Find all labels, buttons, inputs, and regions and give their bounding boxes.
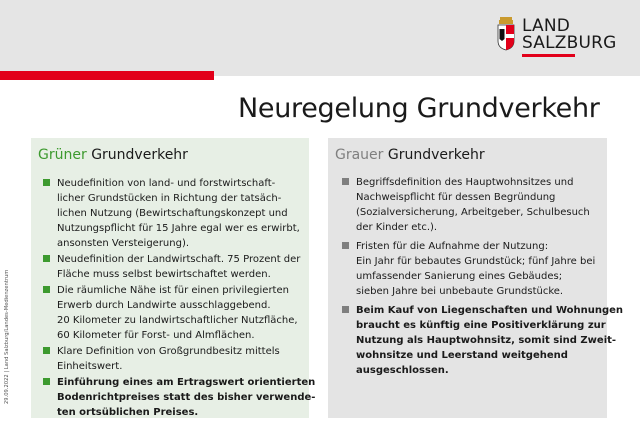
green-list-item-text: Bodenrichtpreises statt des bisher verwende- — [57, 392, 316, 403]
green-list-item-text: Neudefinition von land- und forstwirtschaft- — [57, 178, 276, 189]
grey-list-item-text: Fristen für die Aufnahme der Nutzung: — [356, 241, 549, 252]
grey-list-item-text: ausgeschlossen. — [356, 365, 449, 376]
green-panel-title — [38, 147, 188, 163]
grey-panel-list — [340, 175, 624, 382]
green-panel-list — [41, 176, 316, 421]
grey-panel-title-accent: Grauer — [335, 147, 384, 163]
logo-underline — [522, 54, 575, 57]
green-list-item-text: licher Grundstücken in Richtung der tatsäch- — [57, 193, 282, 204]
square-bullet-icon — [342, 242, 349, 249]
grey-panel-title — [335, 147, 485, 163]
green-list-item-text: Nutzungspflicht für 15 Jahre egal wer es erwirbt, — [57, 223, 300, 234]
land-salzburg-logo — [497, 15, 617, 57]
logo-text-salzburg: SALZBURG — [522, 33, 617, 53]
grey-list-item-text: der Kinder etc.). — [356, 222, 438, 233]
green-list-item-text: ansonsten Versteigerung). — [57, 238, 190, 249]
grey-list-item-text: Begriffsdefinition des Hauptwohnsitzes und — [356, 177, 574, 188]
logo-text-land: LAND — [522, 16, 571, 36]
green-list-item-text: Erwerb durch Landwirte ausschlaggebend. — [57, 300, 271, 311]
green-list-item-text: Fläche muss selbst bewirtschaftet werden. — [57, 269, 271, 280]
grey-list-item-text: Ein Jahr für bebautes Grundstück; fünf Jahre bei — [356, 256, 596, 267]
footer-note: 29.09.2022 | Land Salzburg/Landes-Medienzentrum — [4, 269, 10, 404]
green-list-item-text: 60 Kilometer für Forst- und Almflächen. — [57, 330, 255, 341]
green-list-item-text: Neudefinition der Landwirtschaft. 75 Prozent der — [57, 254, 301, 265]
green-list-item — [41, 176, 303, 251]
square-bullet-icon — [342, 178, 349, 185]
grey-panel-title-rest: Grundverkehr — [387, 147, 485, 163]
square-bullet-icon — [43, 255, 50, 262]
grey-list-item-text: Nachweispflicht für dessen Begründung — [356, 192, 556, 203]
page-title: Neuregelung Grundverkehr — [238, 93, 600, 124]
grey-list-item-text: (Sozialversicherung, Arbeitgeber, Schulbesuch — [356, 207, 590, 218]
green-panel-title-rest: Grundverkehr — [91, 147, 188, 163]
green-list-item-text: ten ortsüblichen Preises. — [57, 407, 199, 418]
square-bullet-icon — [342, 306, 349, 313]
green-list-item — [41, 283, 303, 343]
salzburg-crest-icon — [497, 17, 515, 51]
grey-list-item — [340, 303, 624, 378]
green-list-item-text: Die räumliche Nähe ist für einen privilegierten — [57, 285, 289, 296]
grey-panel — [328, 138, 624, 418]
square-bullet-icon — [43, 378, 50, 385]
green-list-item — [41, 375, 316, 420]
grey-list-item-text: sieben Jahre bei unbebaute Grundstücke. — [356, 286, 564, 297]
green-list-item-text: Einführung eines am Ertragswert orientierten — [57, 377, 316, 388]
green-list-item — [41, 252, 303, 282]
header-accent-stripe — [0, 71, 214, 80]
grey-list-item — [340, 175, 601, 235]
square-bullet-icon — [43, 347, 50, 354]
green-panel — [31, 138, 316, 418]
square-bullet-icon — [43, 286, 50, 293]
green-list-item-text: lichen Nutzung (Bewirtschaftungskonzept und — [57, 208, 288, 219]
green-list-item-text: Einheitswert. — [57, 361, 123, 372]
grey-list-item-text: Nutzung als Hauptwohnsitz, somit sind Zweit- — [356, 335, 617, 346]
green-list-item-text: 20 Kilometer zu landwirtschaftlicher Nutzfläche, — [57, 315, 298, 326]
grey-list-item-text: Beim Kauf von Liegenschaften und Wohnungen — [356, 305, 624, 316]
grey-list-item-text: umfassender Sanierung eines Gebäudes; — [356, 271, 563, 282]
green-list-item-text: Klare Definition von Großgrundbesitz mittels — [57, 346, 280, 357]
green-list-item — [41, 344, 303, 374]
grey-list-item-text: wohnsitze und Leerstand weitgehend — [356, 350, 568, 361]
green-panel-title-accent: Grüner — [38, 147, 87, 163]
grey-list-item-text: braucht es künftig eine Positiverklärung zur — [356, 320, 606, 331]
grey-list-item — [340, 239, 601, 299]
square-bullet-icon — [43, 179, 50, 186]
